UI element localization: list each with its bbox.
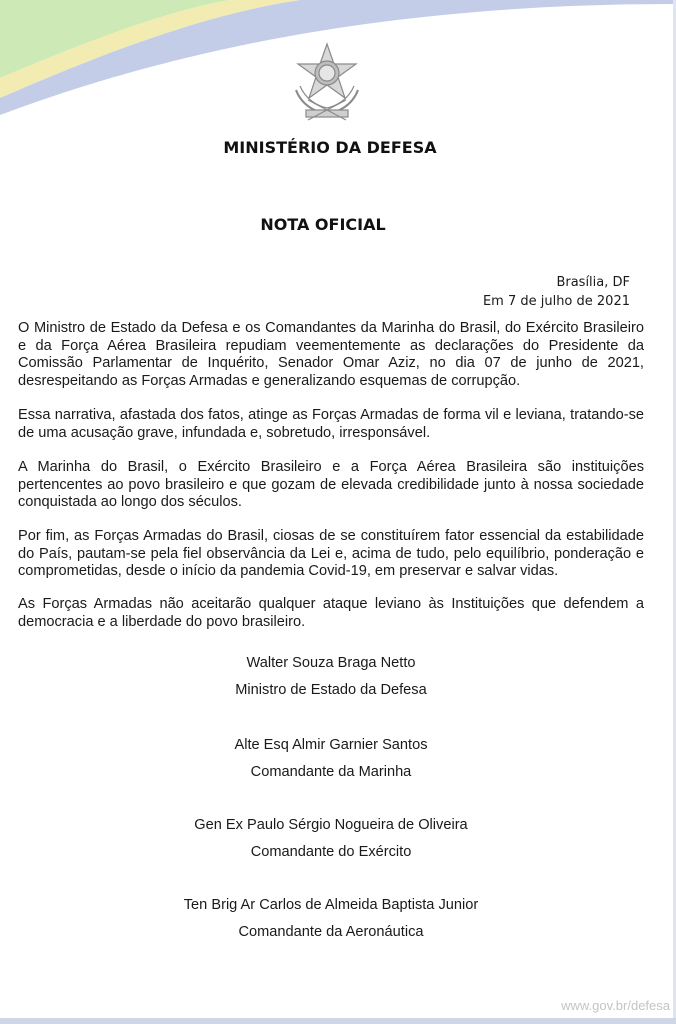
signatory-name: Alte Esq Almir Garnier Santos <box>234 737 428 753</box>
ministry-heading: MINISTÉRIO DA DEFESA <box>223 138 437 157</box>
dateline-place: Brasília, DF <box>556 275 630 290</box>
dateline-date: Em 7 de julho de 2021 <box>482 294 630 309</box>
document-title: NOTA OFICIAL <box>260 215 386 234</box>
paragraph-2: Essa narrativa, afastada dos fatos, atinge as Forças Armadas de forma vil e leviana, tratando-se de uma acusação grave, infundada e, sobretudo, irresponsável. <box>18 407 644 441</box>
signatory-name: Walter Souza Braga Netto <box>246 655 416 671</box>
coat-of-arms-icon <box>288 40 366 122</box>
paragraph-5: As Forças Armadas não aceitarão qualquer ataque leviano às Instituições que defendem a democracia e a liberdade do povo brasileiro. <box>18 596 644 630</box>
signatory-role: Comandante do Exército <box>250 844 412 860</box>
signatory-role: Comandante da Marinha <box>250 764 412 780</box>
signatory-role: Comandante da Aeronáutica <box>238 924 424 940</box>
signatory-role: Ministro de Estado da Defesa <box>235 682 427 698</box>
paragraph-3: A Marinha do Brasil, o Exército Brasileiro e a Força Aérea Brasileira são instituições pertencentes ao povo brasileiro e que gozam de elevada credibilidade junto à nossa sociedade conquistada ao longo dos séculos. <box>18 459 644 511</box>
signatory-name: Gen Ex Paulo Sérgio Nogueira de Oliveira <box>194 817 468 833</box>
paragraph-4: Por fim, as Forças Armadas do Brasil, ciosas de se constituírem fator essencial da estabilidade do País, pautam-se pela fiel observância da Lei e, acima de tudo, pelo equilíbrio, ponderação e comprometidas, desde o início da pandemia Covid-19, em preservar e salvar vidas. <box>18 528 644 580</box>
bottom-edge-bar <box>0 1018 676 1024</box>
signatory-name: Ten Brig Ar Carlos de Almeida Baptista Junior <box>183 897 479 913</box>
footer-url: www.gov.br/defesa <box>561 998 670 1013</box>
paragraph-1: O Ministro de Estado da Defesa e os Comandantes da Marinha do Brasil, do Exército Brasileiro e da Força Aérea Brasileira repudiam veementemente as declarações do Presidente da Comissão Parlamentar de Inquérito, Senador Omar Aziz, no dia 07 de junho de 2021, desrespeitando as Forças Armadas e generalizando esquemas de corrupção. <box>18 320 644 389</box>
